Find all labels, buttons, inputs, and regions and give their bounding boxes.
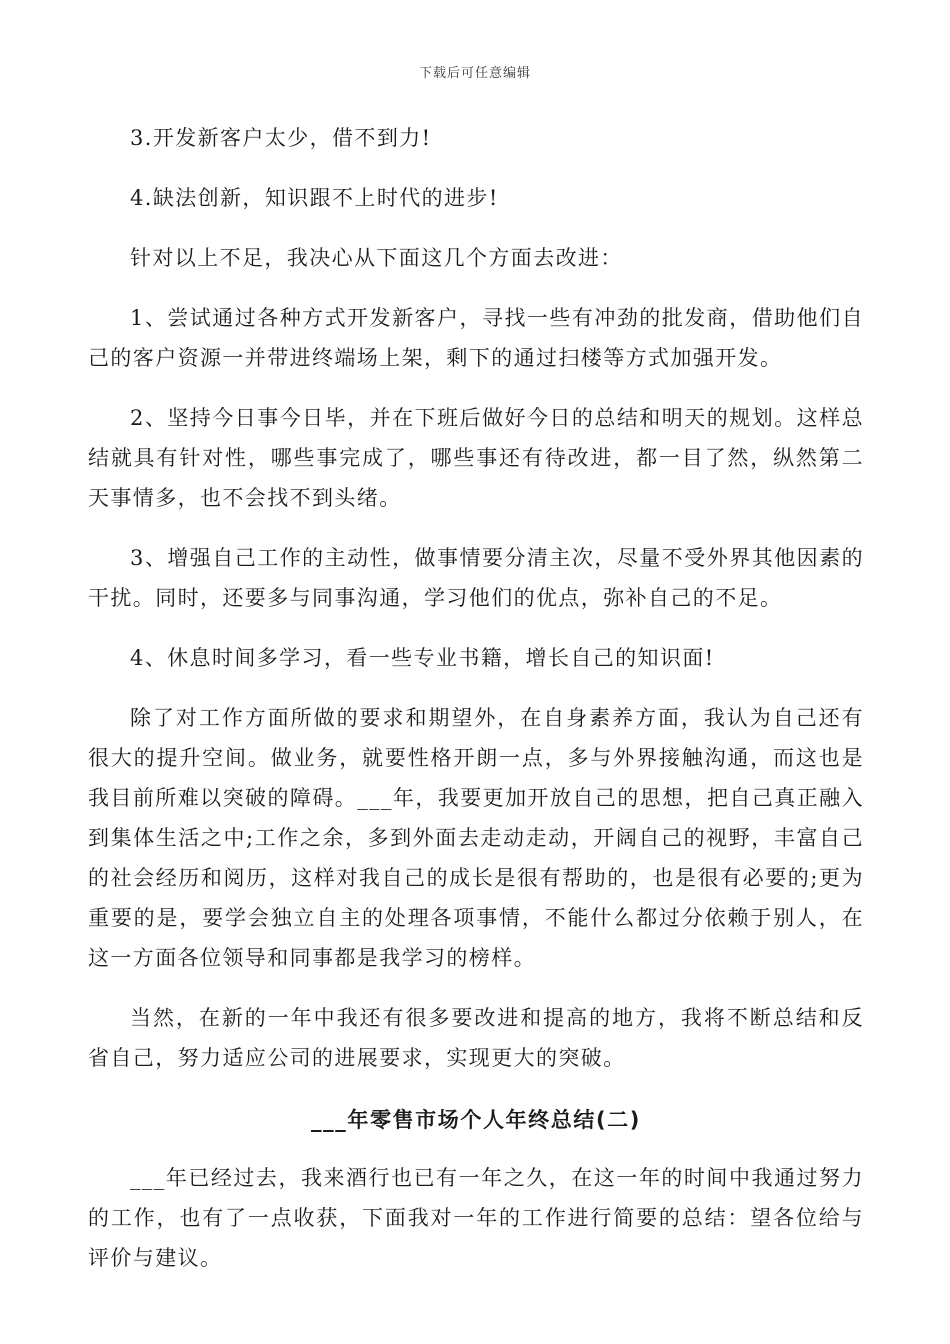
paragraph: 3.开发新客户太少，借不到力! xyxy=(130,126,432,150)
section-title: ___年零售市场个人年终总结(二) xyxy=(311,1108,641,1132)
paragraph: 4、休息时间多学习，看一些专业书籍，增长自己的知识面! xyxy=(130,646,715,670)
paragraph: 1、尝试通过各种方式开发新客户，寻找一些有冲劲的批发商，借助他们自己的客户资源一并带进终端场上架，剩下的通过扫楼等方式加强开发。 xyxy=(88,306,864,370)
paragraph: 4.缺法创新，知识跟不上时代的进步! xyxy=(130,186,499,210)
paragraph: 2、坚持今日事今日毕，并在下班后做好今日的总结和明天的规划。这样总结就具有针对性，哪些事完成了，哪些事还有待改进，都一目了然，纵然第二天事情多，也不会找不到头绪。 xyxy=(88,406,864,510)
header-note: 下载后可任意编辑 xyxy=(418,66,531,81)
paragraph: 除了对工作方面所做的要求和期望外，在自身素养方面，我认为自己还有很大的提升空间。做业务，就要性格开朗一点，多与外界接触沟通，而这也是我目前所难以突破的障碍。___年，我要更加开放自己的思想，把自己真正融入到集体生活之中;工作之余，多到外面去走动走动，开阔自己的视野，丰富自己的社会经历和阅历，这样对我自己的成长是很有帮助的，也是很有必要的;更为重要的是，要学会独立自主的处理各项事情，不能什么都过分依赖于别人，在这一方面各位领导和同事都是我学习的榜样。 xyxy=(88,706,864,970)
paragraph: 针对以上不足，我决心从下面这几个方面去改进： xyxy=(130,246,623,270)
paragraph: 3、增强自己工作的主动性，做事情要分清主次，尽量不受外界其他因素的干扰。同时，还要多与同事沟通，学习他们的优点，弥补自己的不足。 xyxy=(88,546,864,610)
paragraph: 当然，在新的一年中我还有很多要改进和提高的地方，我将不断总结和反省自己，努力适应公司的进展要求，实现更大的突破。 xyxy=(88,1006,864,1070)
paragraph: ___年已经过去，我来酒行也已有一年之久，在这一年的时间中我通过努力的工作，也有了一点收获，下面我对一年的工作进行简要的总结：望各位给与评价与建议。 xyxy=(88,1166,864,1270)
document-body xyxy=(88,118,864,1298)
